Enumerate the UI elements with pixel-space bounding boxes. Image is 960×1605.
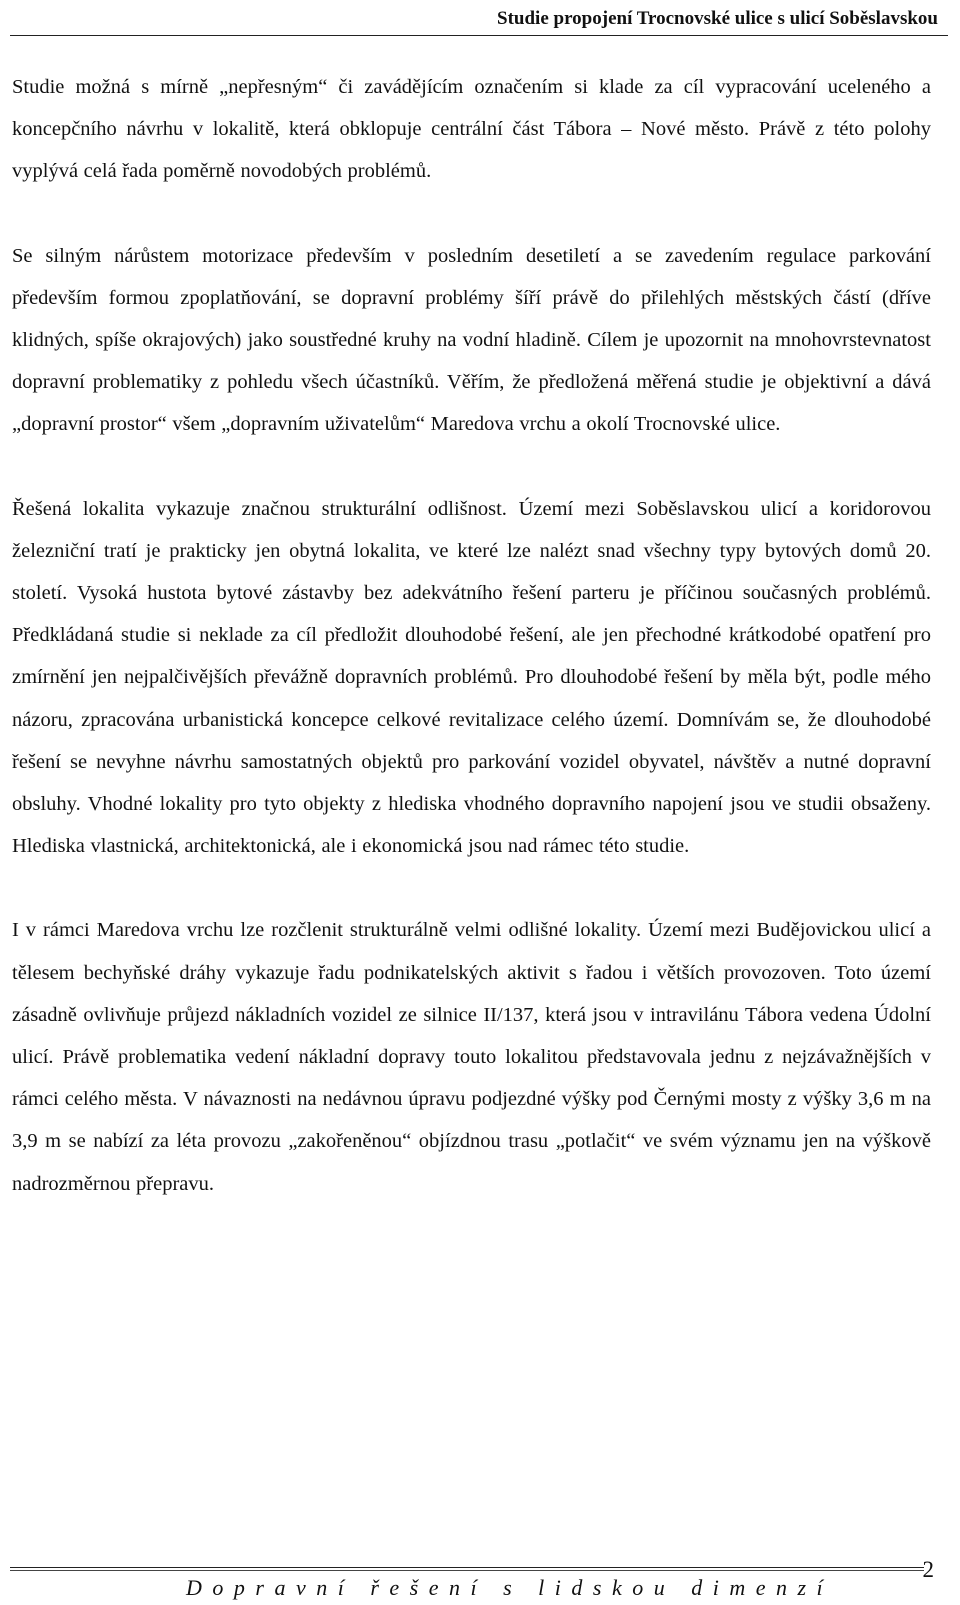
paragraph-maredov-vrch: I v rámci Maredova vrchu lze rozčlenit strukturálně velmi odlišné lokality. Území mezi Budějovickou ulicí a tělesem bechyňské dráhy vykazuje řadu podnikatelských aktivit s řadou i větších provozoven. Toto území zásadně ovlivňuje průjezd nákladních vozidel ze silnice II/137, která jsou v intravilánu Tábora vedena Údolní ulicí. Právě problematika vedení nákladní dopravy touto lokalitou představovala jednu z nejzávažnějších v rámci celého města. V návaznosti na nedávnou úpravu podjezdné výšky pod Černými mosty z výšky 3,6 m na 3,9 m se nabízí za léta provozu „zakořeněnou“ objízdnou trasu „potlačit“ ve svém významu jen na výškově nadrozměrnou přepravu. [12,919,931,1195]
paragraph-intro: Studie možná s mírně „nepřesným“ či zavádějícím označením si klade za cíl vypracování uceleného a koncepčního návrhu v lokalitě, která obklopuje centrální část Tábora – Nové město. Právě z této polohy vyplývá celá řada poměrně novodobých problémů. [12,76,931,183]
paragraph-structure: Řešená lokalita vykazuje značnou strukturální odlišnost. Území mezi Soběslavskou ulicí a koridorovou železniční tratí je prakticky jen obytná lokalita, ve které lze nalézt snad všechny typy bytových domů 20. století. Vysoká hustota bytové zástavby bez adekvátního řešení parteru je příčinou současných problémů. Předkládaná studie si neklade za cíl předložit dlouhodobé řešení, ale jen přechodné krátkodobé opatření pro zmírnění jen nejpalčivějších převážně dopravních problémů. Pro dlouhodobé řešení by měla být, podle mého názoru, zpracována urbanistická koncepce celkové revitalizace celého území. Domnívám se, že dlouhodobé řešení se nevyhne návrhu samostatných objektů pro parkování vozidel obyvatel, návštěv a nutné dopravní obsluhy. Vhodné lokality pro tyto objekty z hlediska vhodného dopravního napojení jsou ve studii obsaženy. Hlediska vlastnická, architektonická, ale i ekonomická jsou nad rámec této studie. [12,497,931,858]
footer-divider [10,1567,924,1568]
header-title: Studie propojení Trocnovské ulice s ulicí Soběslavskou [497,8,938,29]
header-divider [10,35,948,36]
footer-divider-thin [10,1570,924,1571]
page-footer [0,1555,960,1605]
paragraph-motorization: Se silným nárůstem motorizace především v posledním desetiletí a se zavedením regulace parkování především formou zpoplatňování, se dopravní problémy šíří právě do přilehlých městských částí (dříve klidných, spíše okrajových) jako soustředné kruhy na vodní hladině. Cílem je upozornit na mnohovrstevnatost dopravní problematiky z pohledu všech účastníků. Věřím, že předložená měřená studie je objektivní a dává „dopravní prostor“ všem „dopravním uživatelům“ Maredova vrchu a okolí Trocnovské ulice. [12,244,931,436]
document-body [12,66,931,1205]
page-header [0,6,960,36]
footer-motto: Dopravní řešení s lidskou dimenzí [186,1575,834,1600]
page-number: 2 [922,1557,934,1582]
